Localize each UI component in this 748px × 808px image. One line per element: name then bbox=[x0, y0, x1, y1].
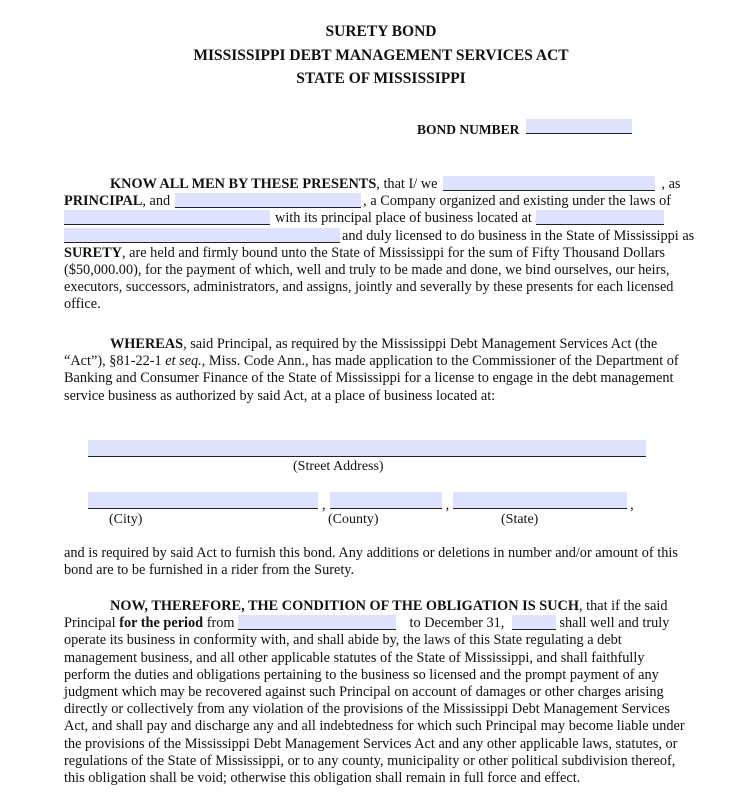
street-address-caption: (Street Address) bbox=[293, 459, 384, 474]
city-caption: (City) bbox=[109, 512, 143, 527]
state-field[interactable] bbox=[453, 492, 627, 509]
surety-label: SURETY bbox=[64, 244, 122, 261]
county-field[interactable] bbox=[330, 492, 442, 509]
condition-heading: NOW, THEREFORE, THE CONDITION OF THE OBLIGATION IS SUCH bbox=[110, 598, 579, 614]
state-caption: (State) bbox=[501, 512, 539, 527]
business-location-field-2[interactable] bbox=[64, 228, 340, 243]
principal-label: PRINCIPAL bbox=[64, 193, 143, 210]
business-location-field-1[interactable] bbox=[536, 210, 664, 225]
know-all-men-heading: KNOW ALL MEN BY THESE PRESENTS bbox=[110, 176, 377, 192]
paragraph-rider: and is required by said Act to furnish this bond. Any additions or deletions in number and/or amount of this bond are to be furnished in a rider from the Surety. bbox=[64, 545, 678, 579]
whereas-heading: WHEREAS bbox=[110, 336, 184, 352]
period-from-field[interactable] bbox=[238, 615, 396, 630]
period-year-field[interactable] bbox=[512, 615, 556, 630]
doc-title: SURETY BOND bbox=[325, 23, 437, 40]
company-laws-field[interactable] bbox=[64, 210, 270, 225]
doc-act-title: MISSISSIPPI DEBT MANAGEMENT SERVICES ACT bbox=[193, 47, 569, 64]
paragraph-whereas: WHEREAS , said Principal, as required by the Mississippi Debt Management Services Act (the “Act”), §81-22-1 et seq. , Miss. Code Ann., has made application to the Commissioner of the Department of Banking and Consumer Finance of the State of Mississippi for a license to engage in the debt management service business as authorized by said Act, at a place of business located at: bbox=[64, 336, 679, 404]
principal-name-field[interactable] bbox=[443, 176, 655, 191]
bond-number-label: BOND NUMBER bbox=[417, 122, 520, 137]
county-caption: (County) bbox=[328, 512, 379, 527]
bond-number-field[interactable] bbox=[526, 119, 632, 134]
doc-state-title: STATE OF MISSISSIPPI bbox=[296, 70, 466, 87]
city-county-state-row: , , , bbox=[88, 492, 634, 514]
paragraph-condition: NOW, THEREFORE, THE CONDITION OF THE OBLIGATION IS SUCH , that if the said Principal for the period from to December 31, shall well and truly operate its business in conformity with, and shall abide by, the laws of this State regulating a debt management business, and all other applicable statutes of the State of Mississippi, and shall faithfully perform the duties and obligations pertaining to the business so licensed and the prompt payment of any judgment which may be recovered against such Principal on account of damages or other charges arising directly or collectively from any violation of the provisions of the Mississippi Debt Management Services Act, and shall pay and discharge any and all indebtedness for which such Principal may become liable under the provisions of the Mississippi Debt Management Services Act and any other applicable laws, statutes, or regulations of the State of Mississippi, or to any county, municipality or other political subdivision thereof, this obligation shall be void; otherwise this obligation shall remain in full force and effect. bbox=[64, 598, 685, 787]
street-address-field[interactable] bbox=[88, 440, 646, 457]
surety-company-field[interactable] bbox=[175, 193, 361, 208]
city-field[interactable] bbox=[88, 492, 318, 509]
bond-number-row bbox=[417, 119, 632, 138]
paragraph-know-all-men: KNOW ALL MEN BY THESE PRESENTS , that I/ we , as PRINCIPAL , and , a Company organized and existing under the laws of with its principal place of business located at and duly licensed to do business in the State of Mississippi as SURETY , are held and firmly bound unto the State of Mississippi for the sum of Fifty Thousand Dollars ($50,000.00), for the payment of which, well and truly to be made and done, we bind ourselves, our heirs, executors, successors, administrators, and assigns, jointly and severally by these presents for each licensed office. bbox=[64, 176, 695, 313]
